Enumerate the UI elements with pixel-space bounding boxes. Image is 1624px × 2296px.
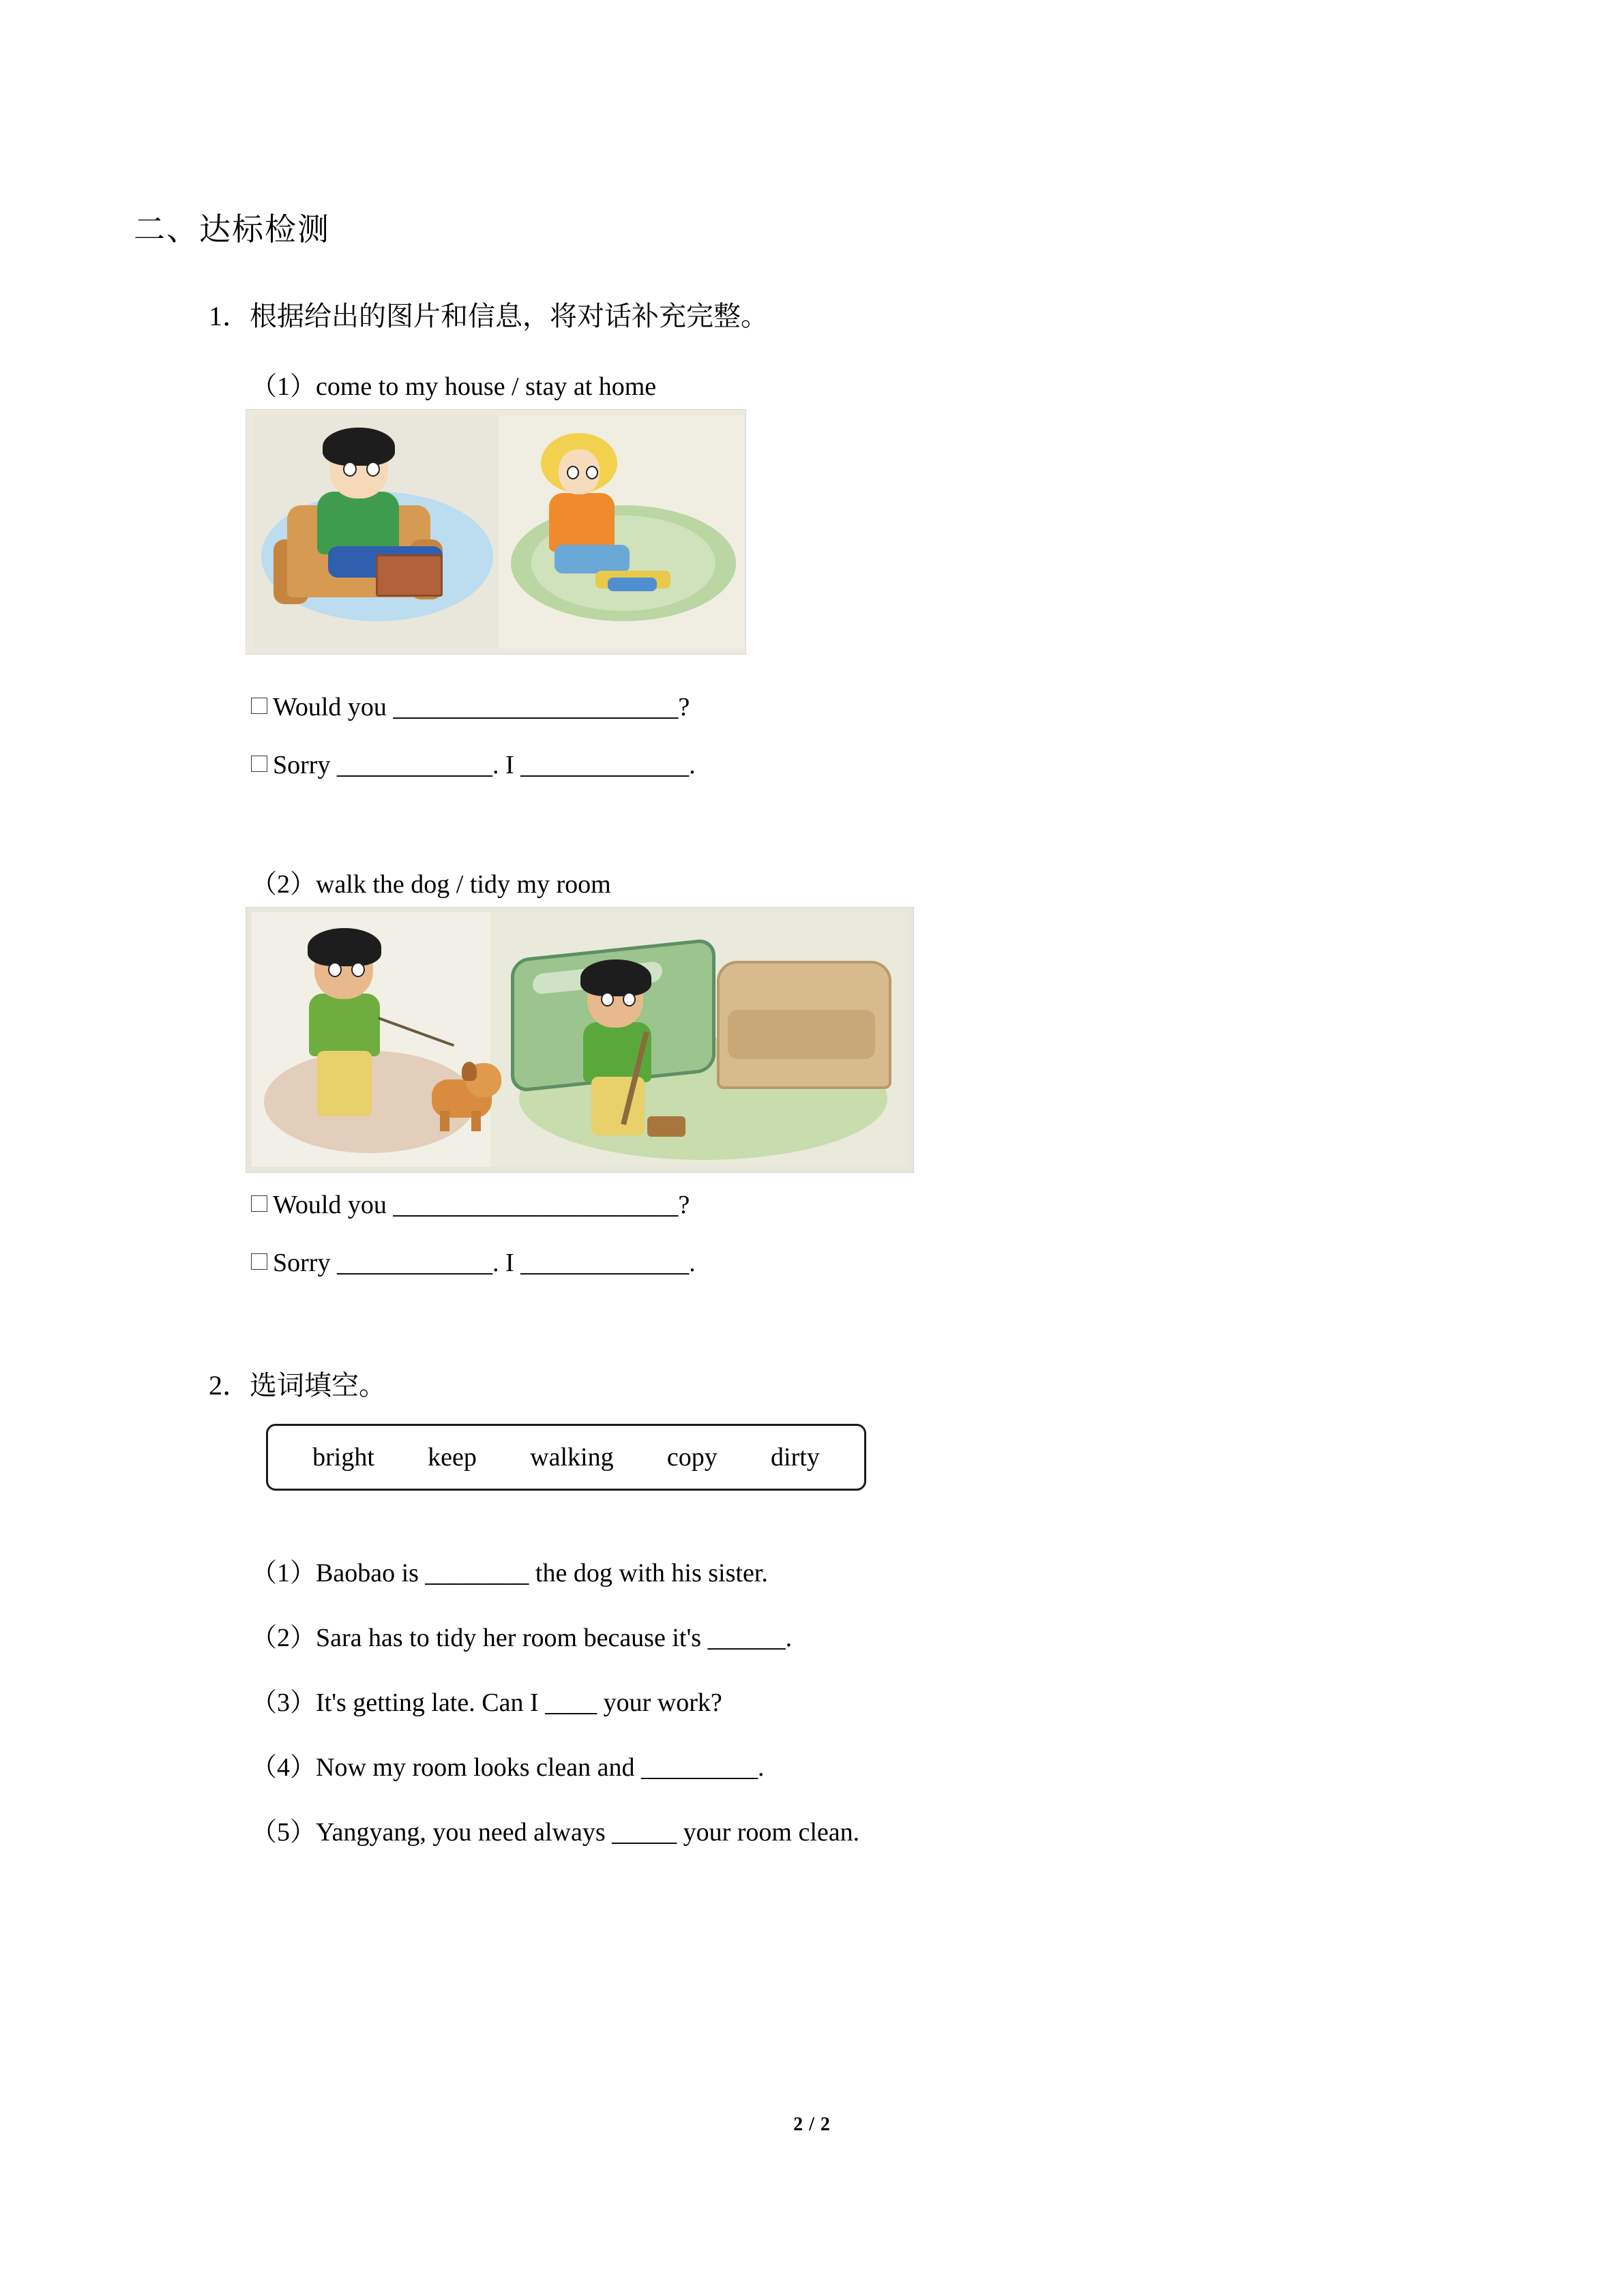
girl-eye-right (586, 466, 598, 479)
boy-eye-left (343, 462, 357, 477)
sweeper-hair (580, 959, 651, 996)
boy-hair (323, 428, 395, 466)
sweeper-eye-right (623, 992, 636, 1007)
checkbox-icon[interactable] (251, 1195, 267, 1212)
exercise1-item2-image (246, 907, 914, 1173)
sweeper-eye-left (601, 992, 614, 1007)
boy-body (317, 492, 399, 554)
word-bank-item-1[interactable]: bright (312, 1443, 374, 1472)
girl-toy-2 (608, 578, 657, 591)
exercise1-item1-label: （1）come to my house / stay at home (251, 372, 657, 401)
sweeper-legs (591, 1077, 645, 1135)
girl-body (549, 493, 615, 552)
exercise1-item1-line2: Sorry ____________. I _____________. (251, 750, 696, 780)
dogwalker-hair (308, 928, 381, 966)
exercise2-question-3: （3）It's getting late. Can I ____ your work? (251, 1688, 722, 1717)
broom-head (647, 1116, 685, 1137)
girl-legs (555, 545, 630, 573)
toy-box (376, 554, 443, 597)
page-number: 2 / 2 (793, 2114, 831, 2135)
checkbox-icon[interactable] (251, 756, 267, 772)
exercise2-question-1: （1）Baobao is ________ the dog with his sister. (251, 1559, 768, 1587)
checkbox-icon[interactable] (251, 1253, 267, 1270)
dogwalker-eye-left (328, 962, 342, 977)
exercise1-item2-label: （2）walk the dog / tidy my room (251, 870, 611, 899)
exercise2-label: 2．选词填空。 (209, 1370, 386, 1401)
dogwalker-eye-right (351, 962, 365, 977)
dogwalker-legs (317, 1051, 372, 1116)
word-bank-item-4[interactable]: copy (666, 1443, 718, 1472)
word-bank (266, 1424, 866, 1491)
sofa-cushion (728, 1010, 875, 1059)
word-bank-item-2[interactable]: keep (428, 1443, 477, 1472)
boy-eye-right (366, 462, 380, 477)
exercise2-question-5: （5）Yangyang, you need always _____ your room clean. (251, 1818, 860, 1847)
exercise1-item2-line1: Would you ______________________? (251, 1190, 690, 1220)
word-bank-item-3[interactable]: walking (530, 1443, 614, 1472)
exercise1-item2-line2: Sorry ____________. I _____________. (251, 1248, 696, 1278)
exercise2-question-4: （4）Now my room looks clean and _________. (251, 1753, 765, 1782)
dog-leg-back (471, 1111, 481, 1131)
section-heading: 二、达标检测 (134, 212, 330, 247)
girl-eye-left (567, 466, 579, 479)
exercise2-question-2: （2）Sara has to tidy her room because it's ______. (251, 1624, 793, 1652)
checkbox-icon[interactable] (251, 698, 267, 714)
dogwalker-body (309, 994, 380, 1056)
word-bank-item-5[interactable]: dirty (771, 1443, 820, 1472)
exercise1-item1-line1: Would you ______________________? (251, 692, 690, 722)
exercise1-item1-image (246, 409, 746, 655)
exercise1-label: 1．根据给出的图片和信息，将对话补充完整。 (209, 301, 768, 331)
dog-ear (462, 1062, 477, 1081)
dog-leg-front (440, 1111, 449, 1131)
